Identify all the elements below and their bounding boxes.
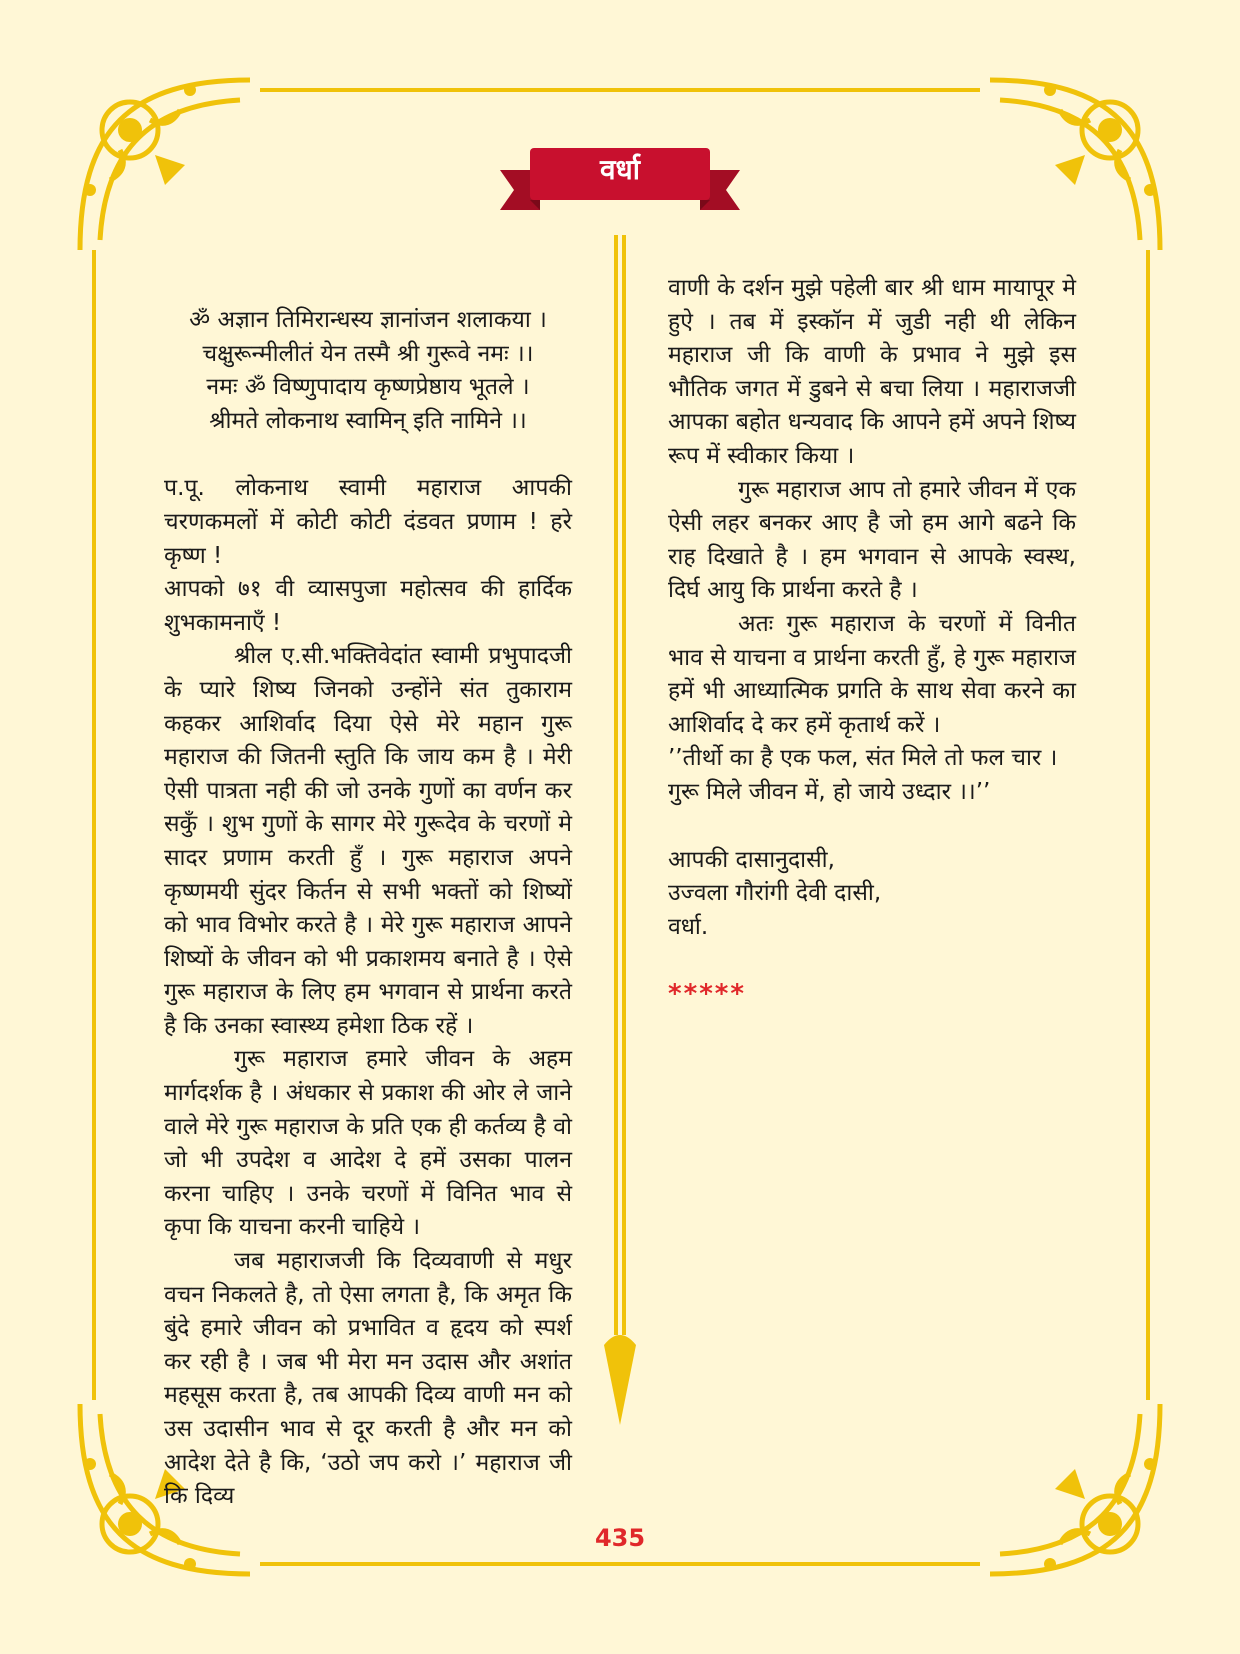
paragraph: प.पू. लोकनाथ स्वामी महाराज आपकी चरणकमलों में कोटी कोटी दंडवत प्रणाम ! हरे कृष्ण ! [164, 475, 572, 569]
column-divider-icon [598, 235, 642, 1455]
signature-line: वर्धा. [668, 913, 709, 940]
quote-line: ’’तीर्थो का है एक फल, संत मिले तो फल चार । [668, 745, 1058, 772]
frame-top-line [260, 88, 980, 92]
right-column [668, 272, 1076, 1012]
corner-ornament-icon [980, 70, 1170, 260]
paragraph: आपको ७१ वी व्यासपुजा महोत्सव की हार्दिक शुभकामनाएँ ! [164, 576, 572, 636]
frame-right-line [1146, 250, 1150, 1400]
paragraph: गुरू महाराज आप तो हमारे जीवन में एक ऐसी लहर बनकर आए है जो हम आगे बढने कि राह दिखाते है । हम भगवान से आपके स्वस्थ, दिर्घ आयु कि प्रार्थना करते है । [668, 476, 1076, 604]
corner-ornament-icon [980, 1394, 1170, 1584]
signature-line: उज्वला गौरांगी देवी दासी, [668, 880, 882, 907]
signature-line: आपकी दासानुदासी, [668, 846, 835, 873]
paragraph: जब महाराजजी कि दिव्यवाणी से मधुर वचन निकलते है, तो ऐसा लगता है, कि अमृत कि बुंदे हमारे जीवन को प्रभावित व हृदय को स्पर्श कर रही है । जब भी मेरा मन उदास और अशांत महसूस करता है, तब आपकी दिव्य वाणी मन को उस उदासीन भाव से दूर करती है और मन को आदेश देते है कि, ‘उठो जप करो ।’ महाराज जी कि दिव्य [164, 1248, 572, 1510]
verse-line-3: नमः ॐ विष्णुपादाय कृष्णप्रेष्ठाय भूतले । [206, 374, 530, 401]
paragraph: गुरू महाराज हमारे जीवन के अहम मार्गदर्शक है । अंधकार से प्रकाश की ओर ले जाने वाले मेरे गुरू महाराज के प्रति एक ही कर्तव्य है वो जो भी उपदेश व आदेश दे हमें उसका पालन करना चाहिए । उनके चरणों में विनित भाव से कृपा कि याचना करनी चाहिये । [164, 1046, 572, 1241]
verse-line-4: श्रीमते लोकनाथ स्वामिन् इति नामिने ।। [209, 407, 527, 434]
paragraph: श्रील ए.सी.भक्तिवेदांत स्वामी प्रभुपादजी के प्यारे शिष्य जिनको उन्होंने संत तुकाराम कहकर आशिर्वाद दिया ऐसे मेरे महान गुरू महाराज की जितनी स्तुति कि जाय कम है । मेरी ऐसी पात्रता नही की जो उनके गुणों का वर्णन कर सकुँ । शुभ गुणों के सागर मेरे गुरूदेव के चरणों मे सादर प्रणाम करती हुँ । गुरू महाराज अपने कृष्णमयी सुंदर किर्तन से सभी भक्तों को शिष्यों को भाव विभोर करते है । मेरे गुरू महाराज आपने शिष्यों के जीवन को भी प्रकाशमय बनाते है । ऐसे गुरू महाराज के लिए हम भगवान से प्रार्थना करते है कि उनका स्वास्थ्य हमेशा ठिक रहें । [164, 643, 572, 1039]
left-column [164, 304, 572, 1514]
frame-left-line [92, 250, 96, 1400]
stars-divider: ***** [668, 979, 746, 1010]
paragraph: वाणी के दर्शन मुझे पहेली बार श्री धाम मायापूर मे हुऐ । तब में इस्कॉन में जुडी नही थी लेकिन महाराज जी कि वाणी के प्रभाव ने मुझे इस भौतिक जगत में डुबने से बचा लिया । महाराजजी आपका बहोत धन्यवाद कि आपने हमें अपने शिष्य रूप में स्वीकार किया । [668, 275, 1076, 469]
quote-line: गुरू मिले जीवन में, हो जाये उध्दार ।।’’ [668, 778, 991, 805]
verse-line-2: चक्षुरून्मीलीतं येन तस्मै श्री गुरूवे नमः ।। [202, 340, 534, 367]
paragraph: अतः गुरू महाराज के चरणों में विनीत भाव से याचना व प्रार्थना करती हुँ, हे गुरू महाराज हमें भी आध्यात्मिक प्रगति के साथ सेवा करने का आशिर्वाद दे कर हमें कृतार्थ करें । [668, 610, 1076, 738]
verse-line-1: ॐ अज्ञान तिमिरान्धस्य ज्ञानांजन शलाकया । [189, 307, 547, 333]
page-title: वर्धा [599, 153, 641, 186]
corner-ornament-icon [70, 70, 260, 260]
page-number: 435 [594, 1524, 646, 1552]
frame-bottom-line [260, 1562, 980, 1566]
